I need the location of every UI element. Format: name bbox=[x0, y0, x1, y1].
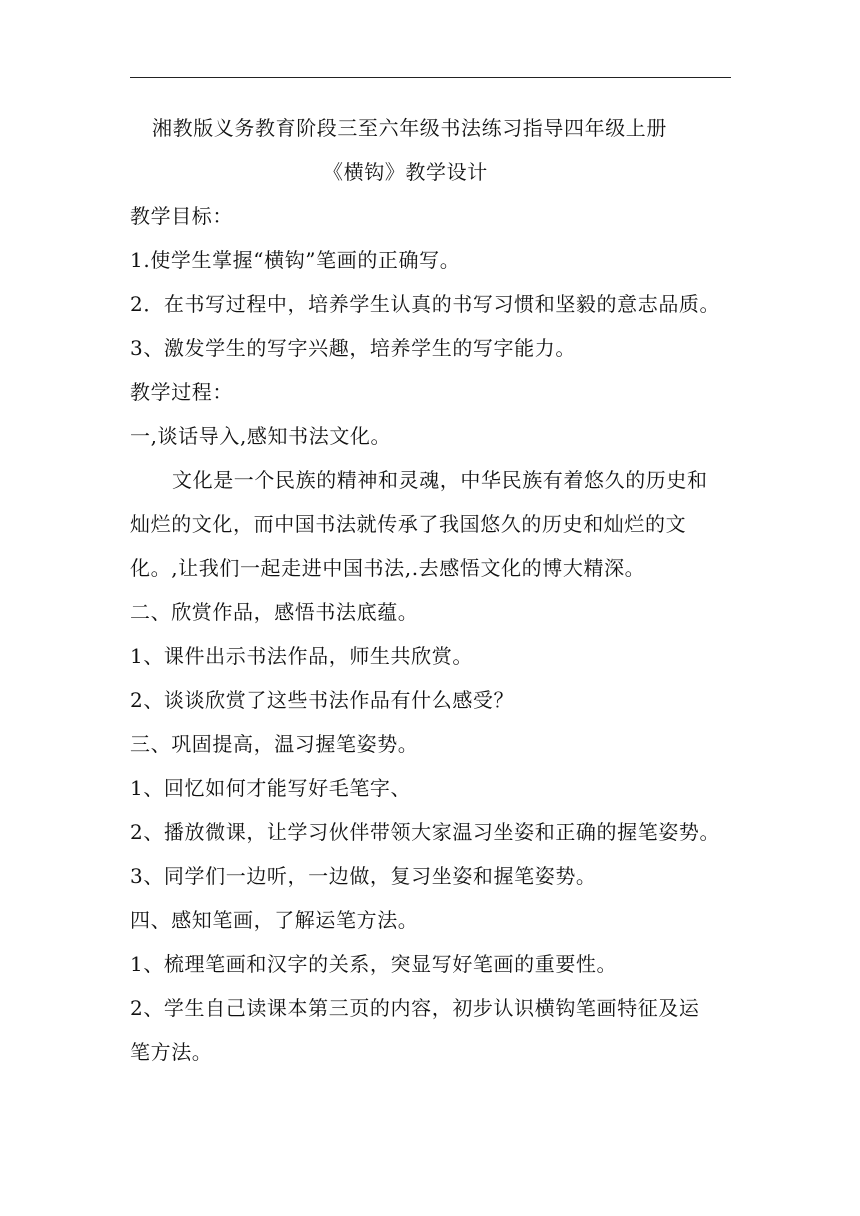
part4-heading: 四、感知笔画，了解运笔方法。 bbox=[130, 908, 419, 932]
document-title-line2: 《横钩》教学设计 bbox=[323, 160, 488, 184]
document-title-line1: 湘教版义务教育阶段三至六年级书法练习指导四年级上册 bbox=[152, 116, 667, 140]
part2-heading: 二、欣赏作品，感悟书法底蕴。 bbox=[130, 600, 419, 624]
goals-heading: 教学目标： bbox=[130, 204, 233, 228]
part1-paragraph-line2: 灿烂的文化，而中国书法就传承了我国悠久的历史和灿烂的文 bbox=[130, 512, 687, 536]
process-heading: 教学过程： bbox=[130, 380, 233, 404]
part1-heading: 一,谈话导入,感知书法文化。 bbox=[130, 424, 392, 448]
part4-item-2-line2: 笔方法。 bbox=[130, 1040, 213, 1064]
goal-item-2: 2．在书写过程中，培养学生认真的书写习惯和坚毅的意志品质。 bbox=[130, 292, 721, 316]
part4-item-2-line1: 2、学生自己读课本第三页的内容，初步认识横钩笔画特征及运 bbox=[130, 996, 700, 1020]
part3-heading: 三、巩固提高，温习握笔姿势。 bbox=[130, 732, 419, 756]
part3-item-1: 1、回忆如何才能写好毛笔字、 bbox=[130, 776, 412, 800]
part1-paragraph-line1: 文化是一个民族的精神和灵魂，中华民族有着悠久的历史和 bbox=[172, 468, 708, 492]
part4-item-1: 1、梳理笔画和汉字的关系，突显写好笔画的重要性。 bbox=[130, 952, 618, 976]
part2-item-2: 2、谈谈欣赏了这些书法作品有什么感受？ bbox=[130, 688, 515, 712]
part1-paragraph-line3: 化。,让我们一起走进中国书法,.去感悟文化的博大精深。 bbox=[130, 556, 646, 580]
goal-item-3: 3、激发学生的写字兴趣，培养学生的写字能力。 bbox=[130, 336, 576, 360]
header-rule bbox=[130, 77, 731, 78]
part3-item-3: 3、同学们一边听，一边做，复习坐姿和握笔姿势。 bbox=[130, 864, 597, 888]
part2-item-1: 1、课件出示书法作品，师生共欣赏。 bbox=[130, 644, 473, 668]
part3-item-2: 2、播放微课，让学习伙伴带领大家温习坐姿和正确的握笔姿势。 bbox=[130, 820, 721, 844]
goal-item-1: 1.使学生掌握“横钩”笔画的正确写。 bbox=[130, 248, 461, 272]
